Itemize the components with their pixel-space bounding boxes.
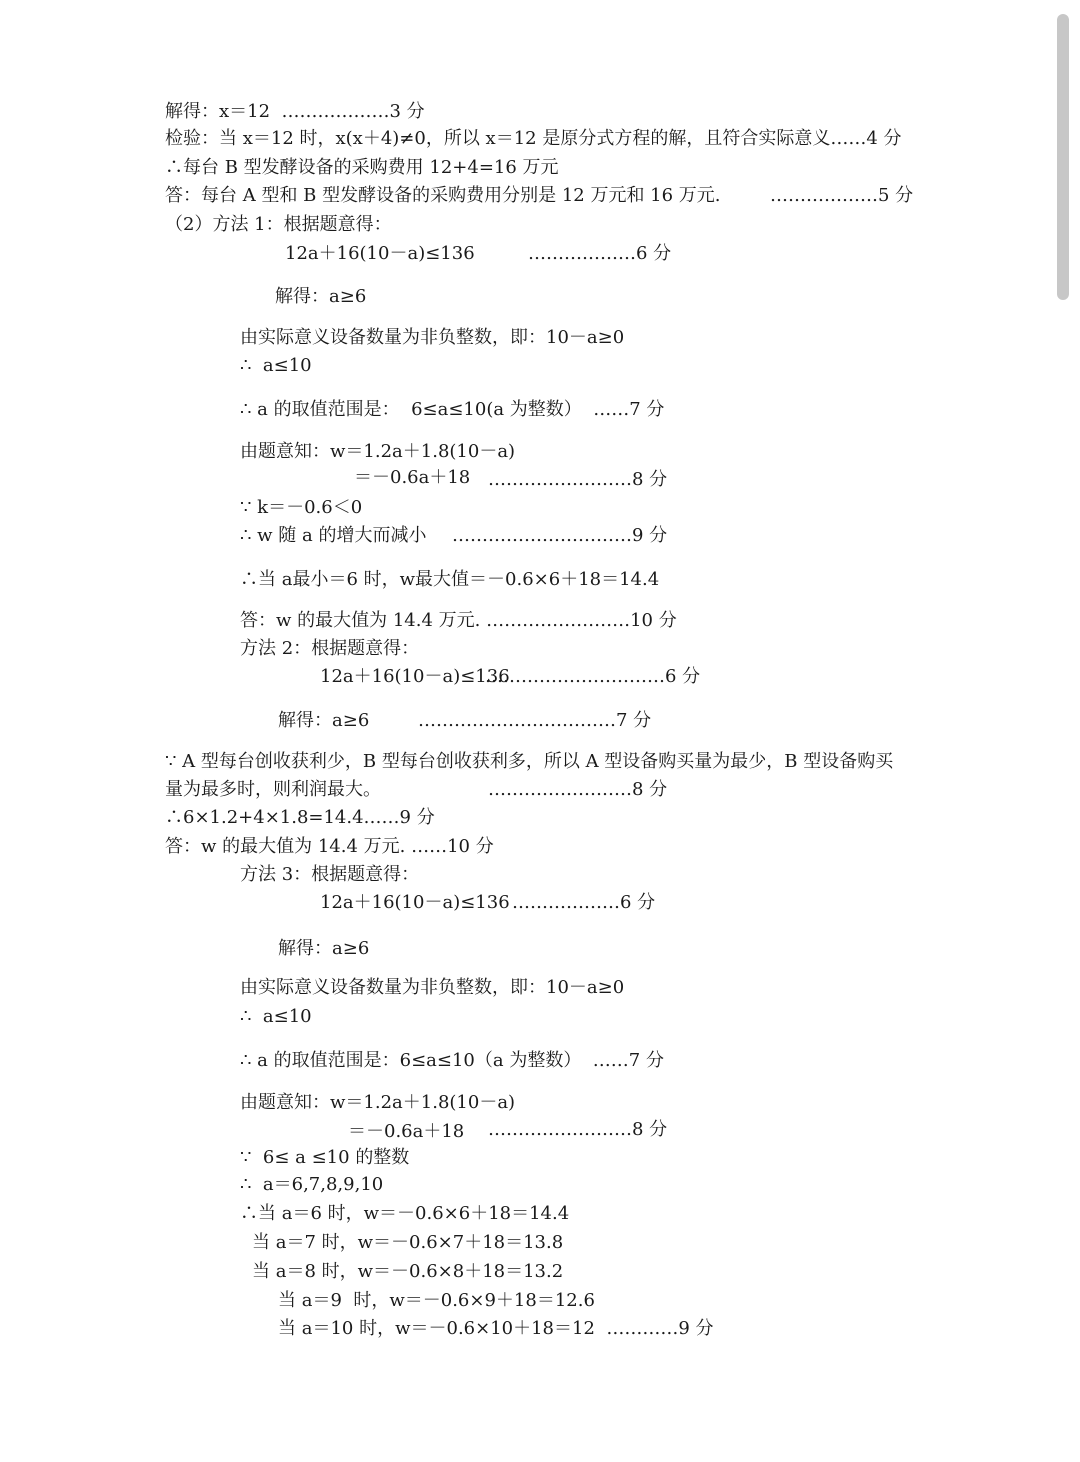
score-marker: ………………6 分 <box>512 892 656 913</box>
vertical-scrollbar[interactable] <box>1057 14 1069 300</box>
score-marker: ……………………8 分 <box>488 779 668 800</box>
math-line: ∵ 6≤ a ≤10 的整数 <box>240 1147 410 1168</box>
math-line: ∴当 a最小＝6 时，w最大值＝－0.6×6＋18＝14.4 <box>240 569 660 590</box>
math-line: ∴当 a＝6 时，w＝－0.6×6＋18＝14.4 <box>240 1203 570 1224</box>
text-line: 方法 2：根据题意得： <box>240 638 420 659</box>
score-marker: ………………5 分 <box>770 185 914 206</box>
math-line: 12a＋16(10－a)≤136 <box>285 243 475 264</box>
text-line: （2）方法 1：根据题意得： <box>165 214 392 235</box>
text-line: 量为最多时，则利润最大。 <box>165 779 381 800</box>
score-marker: ……………………8 分 <box>488 469 668 490</box>
text-line: 解得：x＝12 ………………3 分 <box>165 101 425 122</box>
text-line: 由实际意义设备数量为非负整数，即：10－a≥0 <box>240 977 625 998</box>
math-line: ∵ k＝－0.6＜0 <box>240 497 363 518</box>
score-marker: ……………………………7 分 <box>418 710 652 731</box>
math-line: 当 a＝7 时，w＝－0.6×7＋18＝13.8 <box>252 1232 564 1253</box>
math-line: ∴ a≤10 <box>240 1006 312 1027</box>
math-line: 当 a＝10 时，w＝－0.6×10＋18＝12 …………9 分 <box>278 1318 714 1339</box>
math-line: ∴ a≤10 <box>240 355 312 376</box>
text-line: 方法 3：根据题意得： <box>240 864 420 885</box>
text-line: ∴6×1.2+4×1.8=14.4……9 分 <box>165 807 435 828</box>
math-line: ∴ a＝6,7,8,9,10 <box>240 1174 384 1195</box>
text-line: 检验：当 x＝12 时，x(x＋4)≠0，所以 x＝12 是原分式方程的解，且符合实际意义……4 分 <box>165 128 902 149</box>
text-line: ∴ w 随 a 的增大而减小 <box>240 525 427 546</box>
text-line: 答：每台 A 型和 B 型发酵设备的采购费用分别是 12 万元和 16 万元. <box>165 185 721 206</box>
score-marker: ……………………8 分 <box>488 1119 668 1140</box>
math-line: 12a＋16(10－a)≤136 <box>320 666 510 687</box>
text-line: ∴ a 的取值范围是： 6≤a≤10(a 为整数） ……7 分 <box>240 399 665 420</box>
math-line: 由题意知：w＝1.2a＋1.8(10－a) <box>240 441 516 462</box>
text-line: 答：w 的最大值为 14.4 万元. ……………………10 分 <box>240 610 677 631</box>
text-line: 由实际意义设备数量为非负整数，即：10－a≥0 <box>240 327 625 348</box>
math-line: ＝－0.6a＋18 <box>354 467 471 488</box>
math-line: 当 a＝8 时，w＝－0.6×8＋18＝13.2 <box>252 1261 564 1282</box>
math-line: 解得：a≥6 <box>275 286 367 307</box>
math-line: 12a＋16(10－a)≤136 <box>320 892 510 913</box>
math-line: 由题意知：w＝1.2a＋1.8(10－a) <box>240 1092 516 1113</box>
score-marker: …………………………6 分 <box>485 666 701 687</box>
text-line: ∵ A 型每台创收获利少，B 型每台创收获利多，所以 A 型设备购买量为最少，B 型设备购买 <box>165 751 894 772</box>
text-line: 答：w 的最大值为 14.4 万元. ……10 分 <box>165 836 494 857</box>
math-line: 解得：a≥6 <box>278 710 370 731</box>
text-line: ∴ a 的取值范围是：6≤a≤10（a 为整数） ……7 分 <box>240 1050 664 1071</box>
score-marker: …………………………9 分 <box>452 525 668 546</box>
math-line: ＝－0.6a＋18 <box>348 1121 465 1142</box>
text-line: ∴每台 B 型发酵设备的采购费用 12+4=16 万元 <box>165 157 559 178</box>
math-line: 解得：a≥6 <box>278 938 370 959</box>
math-line: 当 a＝9 时，w＝－0.6×9＋18＝12.6 <box>278 1290 595 1311</box>
score-marker: ………………6 分 <box>528 243 672 264</box>
